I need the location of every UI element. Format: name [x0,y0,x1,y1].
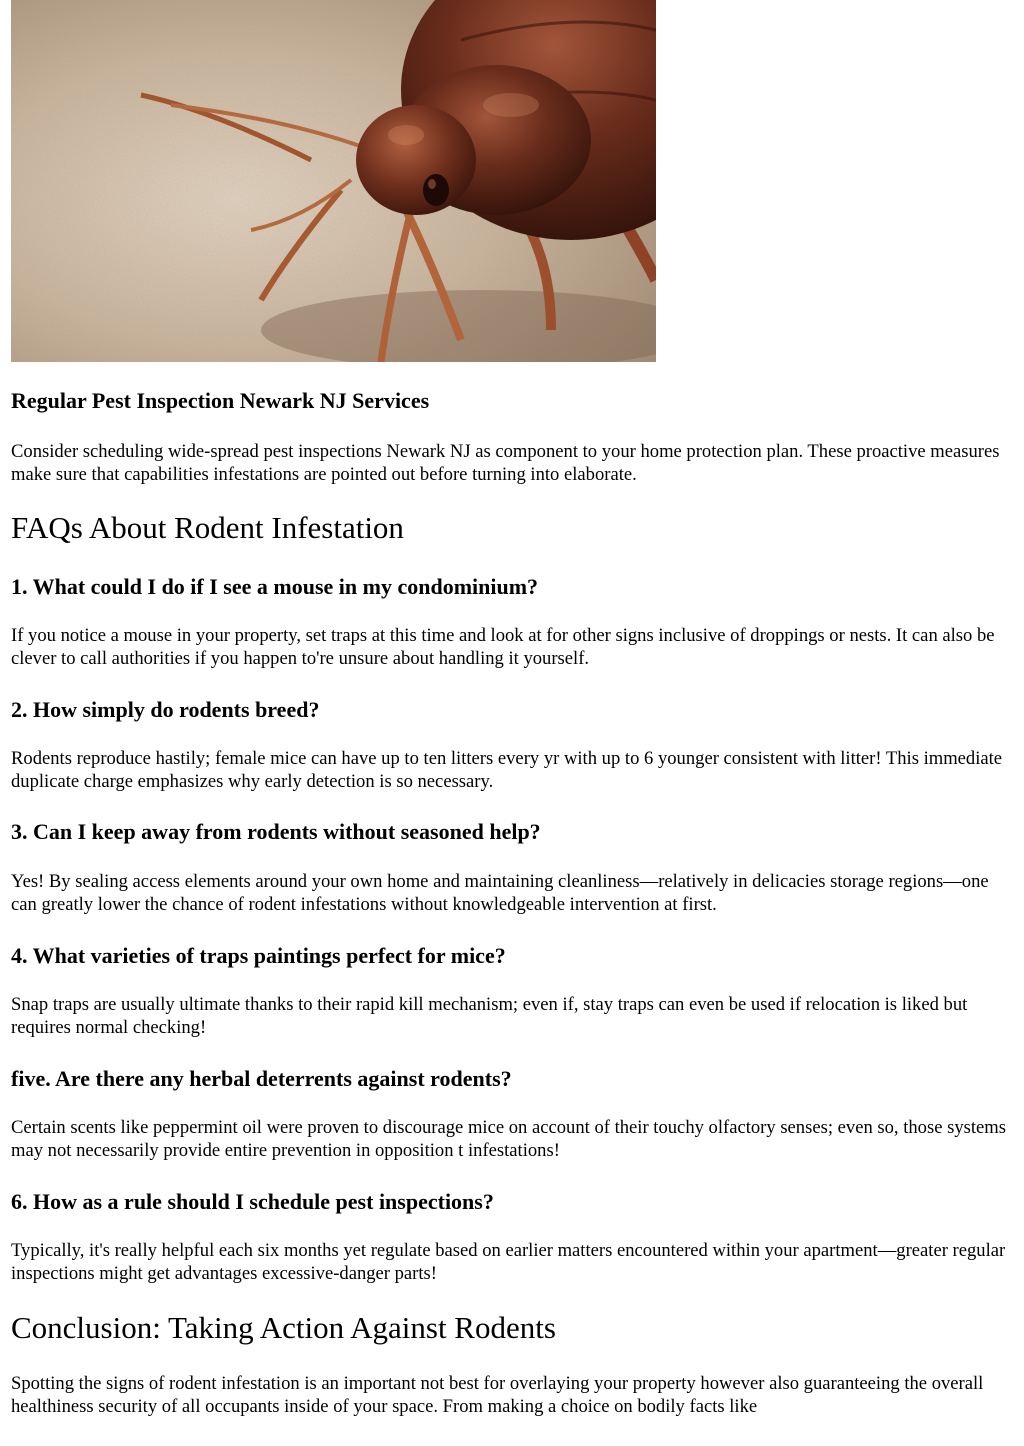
intro-heading: Regular Pest Inspection Newark NJ Services [11,388,430,413]
faq-title: FAQs About Rodent Infestation [11,510,404,545]
faq-question-6: 6. How as a rule should I schedule pest inspections? [11,1189,494,1214]
article [11,0,1011,1417]
conclusion-title: Conclusion: Taking Action Against Rodents [11,1310,556,1345]
faq-answer-5: Certain scents like peppermint oil were proven to discourage mice on account of their touchy olfactory senses; even so, those systems may not necessarily provide entire prevention in opposition t infestations! [11,1117,1007,1161]
faq-answer-3: Yes! By sealing access elements around your own home and maintaining cleanliness—relatively in delicacies storage regions—one can greatly lower the chance of rodent infestations without knowledgeable intervention at first. [11,871,989,915]
faq-question-3: 3. Can I keep away from rodents without seasoned help? [11,819,541,844]
faq-question-5: five. Are there any herbal deterrents against rodents? [11,1066,512,1091]
faq-answer-6: Typically, it's really helpful each six months yet regulate based on earlier matters encountered within your apartment—greater regular inspections might get advantages excessive-danger parts! [11,1240,1006,1284]
bedbug-photo [11,0,656,362]
intro-paragraph: Consider scheduling wide-spread pest inspections Newark NJ as component to your home protection plan. These proactive measures make sure that capabilities infestations are pointed out before turning into elaborate. [11,441,1000,485]
faq-question-2: 2. How simply do rodents breed? [11,697,320,722]
faq-answer-4: Snap traps are usually ultimate thanks to their rapid kill mechanism; even if, stay traps can even be used if relocation is liked but requires normal checking! [11,994,968,1038]
conclusion-paragraph: Spotting the signs of rodent infestation is an important not best for overlaying your property however also guaranteeing the overall healthiness security of all occupants inside of your space. From making a choice on bodily facts like [11,1373,984,1417]
faq-question-4: 4. What varieties of traps paintings perfect for mice? [11,943,506,968]
faq-question-1: 1. What could I do if I see a mouse in my condominium? [11,574,539,599]
faq-answer-2: Rodents reproduce hastily; female mice can have up to ten litters every yr with up to 6 younger consistent with litter! This immediate duplicate charge emphasizes why early detection is so necessary. [11,748,1003,792]
faq-answer-1: If you notice a mouse in your property, set traps at this time and look at for other signs inclusive of droppings or nests. It can also be clever to call authorities if you happen to're unsure about handling it yourself. [11,625,995,669]
